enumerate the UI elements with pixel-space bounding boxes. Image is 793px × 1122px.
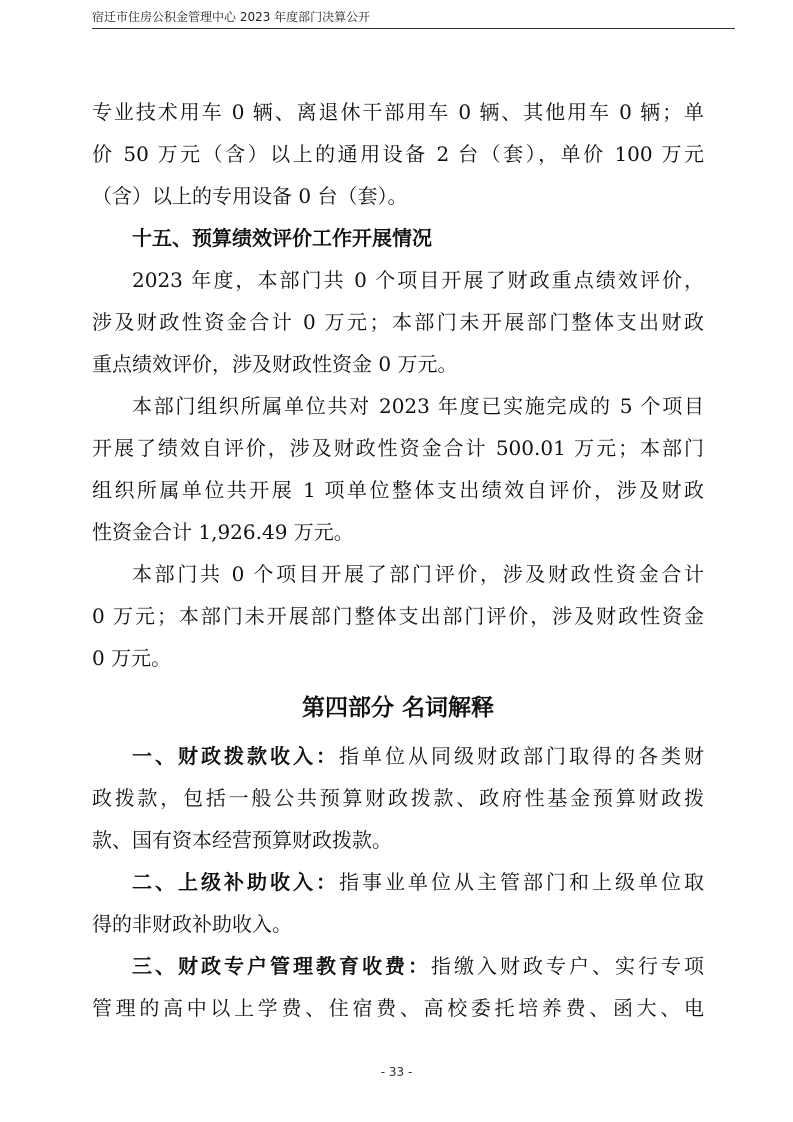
- paragraph-line: 涉及财政性资金合计 0 万元；本部门未开展部门整体支出财政: [92, 310, 704, 334]
- term-label: 一、财政拨款收入：: [132, 744, 339, 768]
- paragraph-line: 价 50 万元（含）以上的通用设备 2 台（套），单价 100 万元: [92, 142, 704, 166]
- paragraph-line: 重点绩效评价，涉及财政性资金 0 万元。: [92, 352, 458, 376]
- paragraph-line: 款、国有资本经营预算财政拨款。: [92, 828, 392, 852]
- paragraph-line: 2023 年度，本部门共 0 个项目开展了财政重点绩效评价，: [132, 268, 704, 292]
- paragraph-line: 得的非财政补助收入。: [92, 912, 292, 936]
- section-heading: 十五、预算绩效评价工作开展情况: [132, 226, 432, 250]
- paragraph-line: 本部门共 0 个项目开展了部门评价，涉及财政性资金合计: [132, 562, 704, 586]
- term-label: 三、财政专户管理教育收费：: [132, 954, 431, 978]
- definition-text: 指单位从同级财政部门取得的各类财: [339, 744, 704, 768]
- paragraph-line: 管理的高中以上学费、住宿费、高校委托培养费、函大、电: [92, 996, 704, 1020]
- paragraph-line: 本部门组织所属单位共对 2023 年度已实施完成的 5 个项目: [132, 394, 704, 418]
- document-body: [92, 91, 704, 1029]
- definition-text: 指事业单位从主管部门和上级单位取: [339, 870, 704, 894]
- paragraph-line: 开展了绩效自评价，涉及财政性资金合计 500.01 万元；本部门: [92, 436, 704, 460]
- paragraph-line: 组织所属单位共开展 1 项单位整体支出绩效自评价，涉及财政: [92, 478, 704, 502]
- paragraph-line: 0 万元；本部门未开展部门整体支出部门评价，涉及财政性资金: [92, 604, 704, 628]
- paragraph-line: 性资金合计 1,926.49 万元。: [92, 520, 354, 544]
- paragraph-line: （含）以上的专用设备 0 台（套）。: [92, 184, 408, 208]
- term-label: 二、上级补助收入：: [132, 870, 339, 894]
- page-header: 宿迁市住房公积金管理中心 2023 年度部门决算公开: [92, 10, 371, 24]
- definition-line: [92, 861, 704, 903]
- header-rule: [92, 28, 735, 29]
- definition-text: 指缴入财政专户、实行专项: [431, 954, 704, 978]
- part-title: 第四部分 名词解释: [301, 695, 494, 721]
- paragraph-line: 政拨款，包括一般公共预算财政拨款、政府性基金预算财政拨: [92, 786, 704, 810]
- paragraph-line: 专业技术用车 0 辆、离退休干部用车 0 辆、其他用车 0 辆；单: [92, 100, 704, 124]
- paragraph-line: 0 万元。: [92, 646, 172, 670]
- definition-line: [92, 735, 704, 777]
- definition-line: [92, 945, 704, 987]
- page-number: - 33 -: [380, 1065, 413, 1079]
